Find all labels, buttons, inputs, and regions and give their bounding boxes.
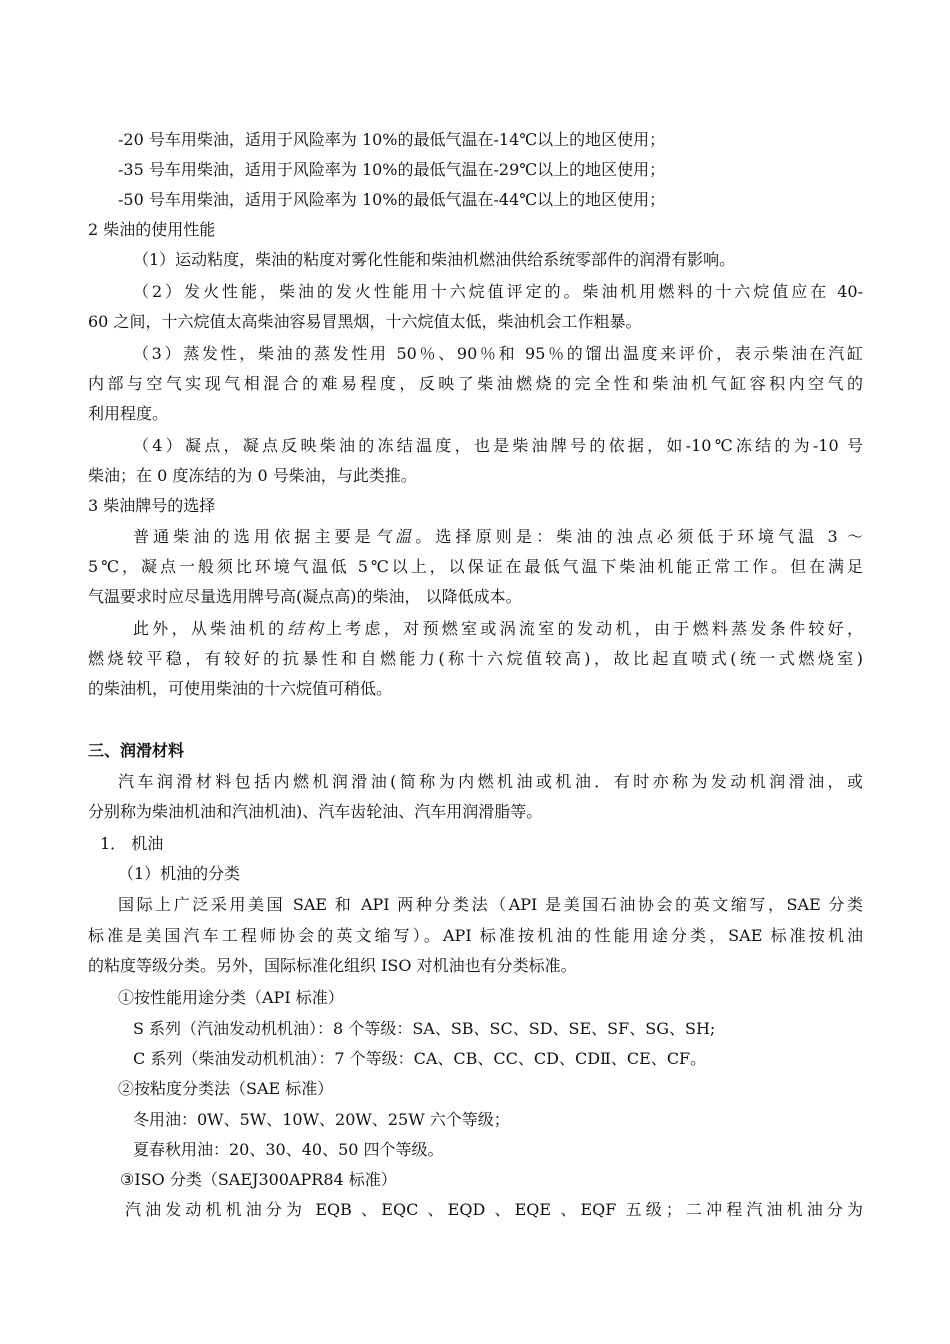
paragraph-line: 柴油；在 0 度冻结的为 0 号柴油，与此类推。	[88, 466, 417, 485]
paragraph-line: 此外，从柴油机的结构上考虑，对预燃室或涡流室的发动机，由于燃料蒸发条件较好，	[133, 619, 863, 638]
paragraph-line: （2）发火性能，柴油的发火性能用十六烷值评定的。柴油机用燃料的十六烷值应在 40-	[133, 282, 863, 301]
emphasis-text: 气温	[374, 527, 416, 546]
list-item: 冬用油：0W、5W、10W、20W、25W 六个等级；	[133, 1110, 510, 1129]
paragraph-line: 60 之间，十六烷值太高柴油容易冒黑烟，十六烷值太低，柴油机会工作粗暴。	[88, 312, 642, 331]
paragraph-line: 普通柴油的选用依据主要是气温。选择原则是：柴油的浊点必须低于环境气温 3 ～	[133, 527, 863, 546]
list-heading: ①按性能用途分类（API 标准）	[118, 988, 344, 1007]
emphasis-text: 结构	[287, 619, 326, 638]
section-heading: 2 柴油的使用性能	[88, 220, 216, 239]
list-heading: ③ISO 分类（SAEJ300APR84 标准）	[120, 1170, 397, 1189]
paragraph-line: 的粘度等级分类。另外，国际标准化组织 ISO 对机油也有分类标准。	[88, 956, 577, 975]
subsection-heading: 1． 机油	[100, 834, 164, 853]
diesel-grade-line: -35 号车用柴油，适用于风险率为 10%的最低气温在-29℃以上的地区使用；	[118, 160, 666, 179]
paragraph-line: 内部与空气实现气相混合的难易程度，反映了柴油燃烧的完全性和柴油机气缸容积内空气的	[88, 374, 863, 393]
paragraph-line: （4）凝点，凝点反映柴油的冻结温度，也是柴油牌号的依据，如-10℃冻结的为-10 号	[133, 436, 863, 455]
section-heading: 3 柴油牌号的选择	[88, 496, 216, 515]
list-item: 夏春秋用油：20、30、40、50 四个等级。	[133, 1140, 444, 1159]
list-item: S 系列（汽油发动机机油）：8 个等级：SA、SB、SC、SD、SE、SF、SG、SH;	[133, 1019, 716, 1038]
paragraph-line: （3）蒸发性，柴油的蒸发性用 50％、90％和 95％的馏出温度来评价，表示柴油在汽缸	[133, 344, 863, 363]
diesel-grade-line: -50 号车用柴油，适用于风险率为 10%的最低气温在-44℃以上的地区使用；	[118, 190, 666, 209]
paragraph-line: 标准是美国汽车工程师协会的英文缩写）。API 标准按机油的性能用途分类，SAE 标准按机油	[88, 926, 863, 945]
subsection-heading: （1）机油的分类	[118, 864, 241, 883]
paragraph-line: 的柴油机，可使用柴油的十六烷值可稍低。	[88, 679, 393, 698]
chapter-heading: 三、润滑材料	[88, 741, 185, 760]
paragraph-line: 5℃，凝点一般须比环境气温低 5℃以上，以保证在最低气温下柴油机能正常工作。但在满足	[88, 557, 863, 576]
diesel-grade-line: -20 号车用柴油，适用于风险率为 10%的最低气温在-14℃以上的地区使用；	[118, 130, 666, 149]
paragraph-line: 利用程度。	[88, 404, 169, 423]
paragraph-line: 国际上广泛采用美国 SAE 和 API 两种分类法（API 是美国石油协会的英文缩写，SAE 分类	[118, 895, 863, 914]
paragraph-line: 气温要求时应尽量选用牌号高(凝点高)的柴油， 以降低成本。	[88, 587, 522, 606]
paragraph-line: 汽车润滑材料包括内燃机润滑油(简称为内燃机油或机油．有时亦称为发动机润滑油，或	[118, 772, 863, 791]
paragraph-line: 燃烧较平稳，有较好的抗暴性和自燃能力(称十六烷值较高)，故比起直喷式(统一式燃烧室)	[88, 649, 863, 668]
paragraph-line: （1）运动粘度，柴油的粘度对雾化性能和柴油机燃油供给系统零部件的润滑有影响。	[133, 250, 736, 269]
paragraph-line: 分别称为柴油机油和汽油机油)、汽车齿轮油、汽车用润滑脂等。	[88, 802, 543, 821]
paragraph-line: 汽油发动机机油分为 EQB 、EQC 、EQD 、EQE 、EQF 五级；二冲程汽油机油分为	[125, 1200, 863, 1219]
list-item: C 系列（柴油发动机机油）：7 个等级：CA、CB、CC、CD、CDⅡ、CE、CF。	[133, 1049, 707, 1068]
list-heading: ②按粘度分类法（SAE 标准）	[118, 1079, 334, 1098]
